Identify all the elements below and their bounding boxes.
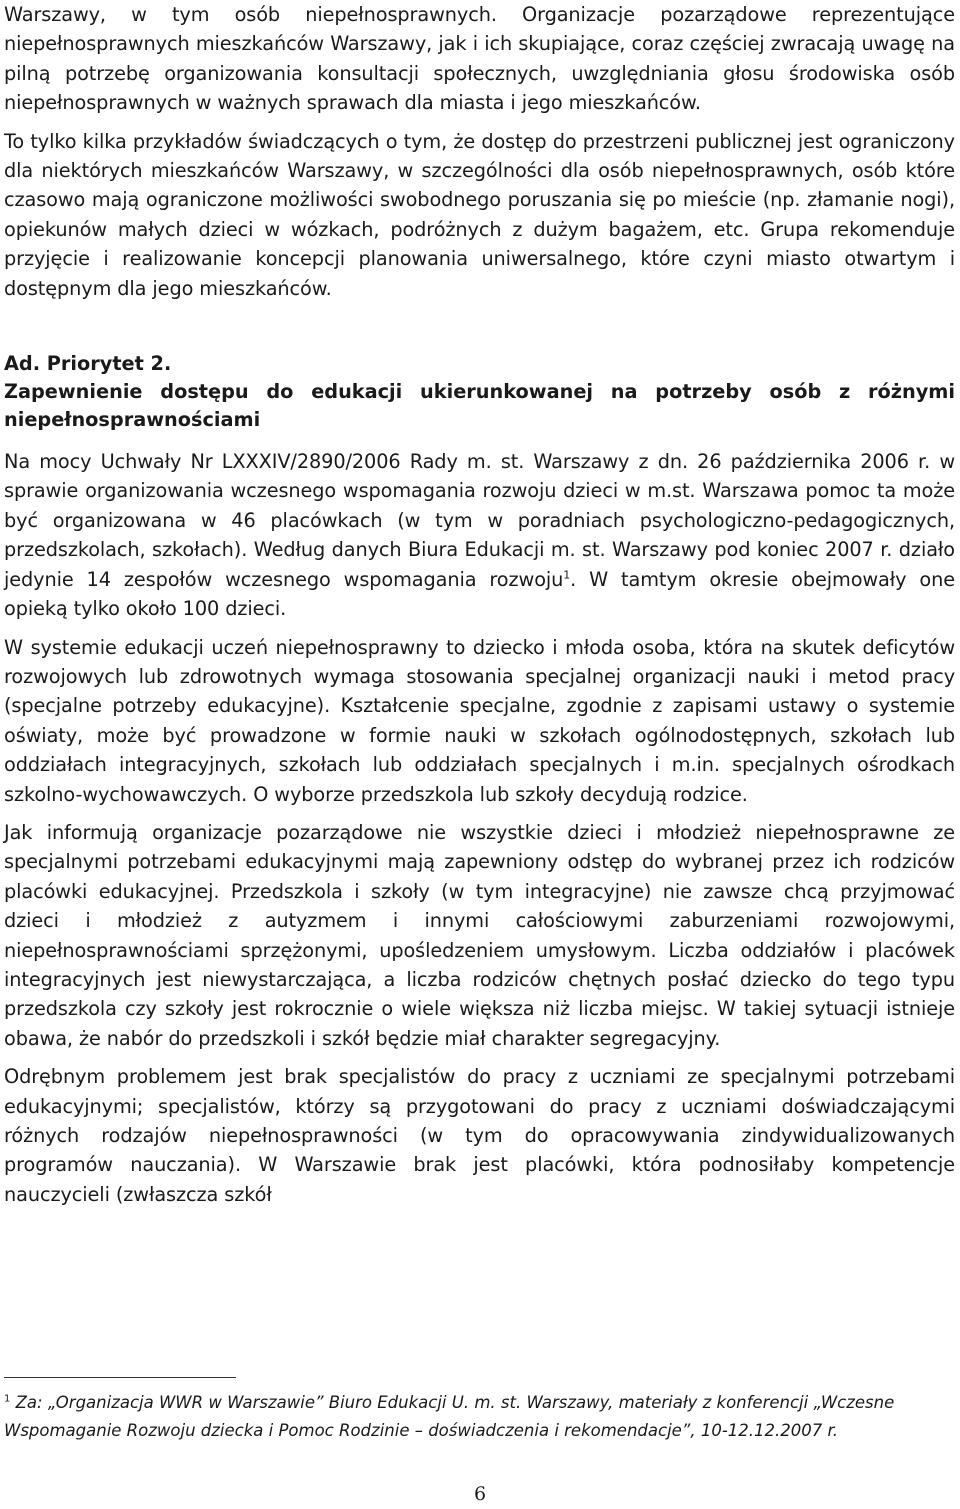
footnote-divider (4, 1377, 236, 1378)
document-page (4, 0, 955, 1209)
footnote-number: 1 (4, 1393, 11, 1405)
footnote (4, 1389, 944, 1445)
footnote-text: Za: „Organizacja WWR w Warszawie” Biuro Edukacji U. m. st. Warszawy, materiały z konferencji „Wczesne Wspomaganie Rozwoju dziecka i Pomoc Rodzinie – doświadczenia i rekomendacje”, 10-12.12.2007 r. (4, 1393, 895, 1440)
spacer (4, 303, 955, 350)
paragraph-intro: Warszawy, w tym osób niepełnosprawnych. Organizacje pozarządowe reprezentujące niepełnosprawnych mieszkańców Warszawy, jak i ich skupiające, coraz częściej zwracają uwagę na pilną potrzebę organizowania konsultacji społecznych, uwzględniania głosu środowiska osób niepełnosprawnych w ważnych sprawach dla miasta i jego mieszkańców. (4, 3, 955, 115)
paragraph-resolution-text: Na mocy Uchwały Nr LXXXIV/2890/2006 Rady m. st. Warszawy z dn. 26 października 2006 r. w sprawie organizowania wczesnego wspomagania rozwoju dzieci w m.st. Warszawa pomoc ta może być organizowana w 46 placówkach (w tym w poradniach psychologiczno-pedagogicznych, przedszkolach, szkołach). Według danych Biura Edukacji m. st. Warszawy pod koniec 2007 r. działo jedynie 14 zespołów wczesnego wspomagania rozwoju (4, 450, 955, 591)
paragraph-specialists: Odrębnym problemem jest brak specjalistów do pracy z uczniami ze specjalnymi potrzebami edukacyjnymi; specjalistów, którzy są przygotowani do pracy z uczniami doświadczającymi różnych rodzajów niepełnosprawności (w tym do opracowywania zindywidualizowanych programów nauczania). W Warszawie brak jest placówki, która podnosiłaby kompetencje nauczycieli (zwłaszcza szkół (4, 1065, 955, 1206)
spacer (4, 434, 955, 447)
paragraph-education-system: W systemie edukacji uczeń niepełnosprawny to dziecko i młoda osoba, która na skutek deficytów rozwojowych lub zdrowotnych wymaga stosowania specjalnej organizacji nauki i metod pracy (specjalne potrzeby edukacyjne). Kształcenie specjalne, zgodnie z zapisami ustawy o systemie oświaty, może być prowadzone w formie nauki w szkołach ogólnodostępnych, szkołach lub oddziałach integracyjnych, szkołach lub oddziałach specjalnych i m.in. specjalnych ośrodkach szkolno-wychowawczych. O wyborze przedszkola lub szkoły decydują rodzice. (4, 635, 955, 806)
paragraph-public-space: To tylko kilka przykładów świadczących o tym, że dostęp do przestrzeni publicznej jest ograniczony dla niektórych mieszkańców Warszawy, w szczególności dla osób niepełnosprawnych, osób które czasowo mają ograniczone możliwości swobodnego poruszania się po mieście (np. złamanie nogi), opiekunów małych dzieci w wózkach, podróżnych z dużym bagażem, etc. Grupa rekomenduje przyjęcie i realizowanie koncepcji planowania uniwersalnego, które czyni miasto otwartym i dostępnym dla jego mieszkańców. (4, 129, 955, 300)
paragraph-resolution (4, 447, 955, 623)
paragraph-resolution-tail: . W tamtym okresie obejmowały one opieką tylko około 100 dzieci. (4, 567, 955, 621)
footnote-ref[interactable]: 1 (563, 568, 571, 582)
section-label: Ad. Priorytet 2. (4, 352, 172, 376)
section-title: Zapewnienie dostępu do edukacji ukierunkowanej na potrzeby osób z różnymi niepełnosprawnościami (4, 380, 955, 432)
paragraph-ngo-information: Jak informują organizacje pozarządowe nie wszystkie dzieci i młodzież niepełnosprawne ze specjalnymi potrzebami edukacyjnymi mają zapewniony odstęp do wybranej przez ich rodziców placówki edukacyjnej. Przedszkola i szkoły (w tym integracyjne) nie zawsze chcą przyjmować dzieci i młodzież z autyzmem i innymi całościowymi zaburzeniami rozwojowymi, niepełnosprawnościami sprzężonymi, upośledzeniem umysłowym. Liczba oddziałów i placówek integracyjnych jest niewystarczająca, a liczba rodziców chętnych posłać dziecko do tego typu przedszkola czy szkoły jest rokrocznie o wiele większa niż liczba miejsc. W takiej sytuacji istnieje obawa, że nabór do przedszkoli i szkół będzie miał charakter segregacyjny. (4, 820, 955, 1050)
page-number: 6 (473, 1483, 487, 1505)
